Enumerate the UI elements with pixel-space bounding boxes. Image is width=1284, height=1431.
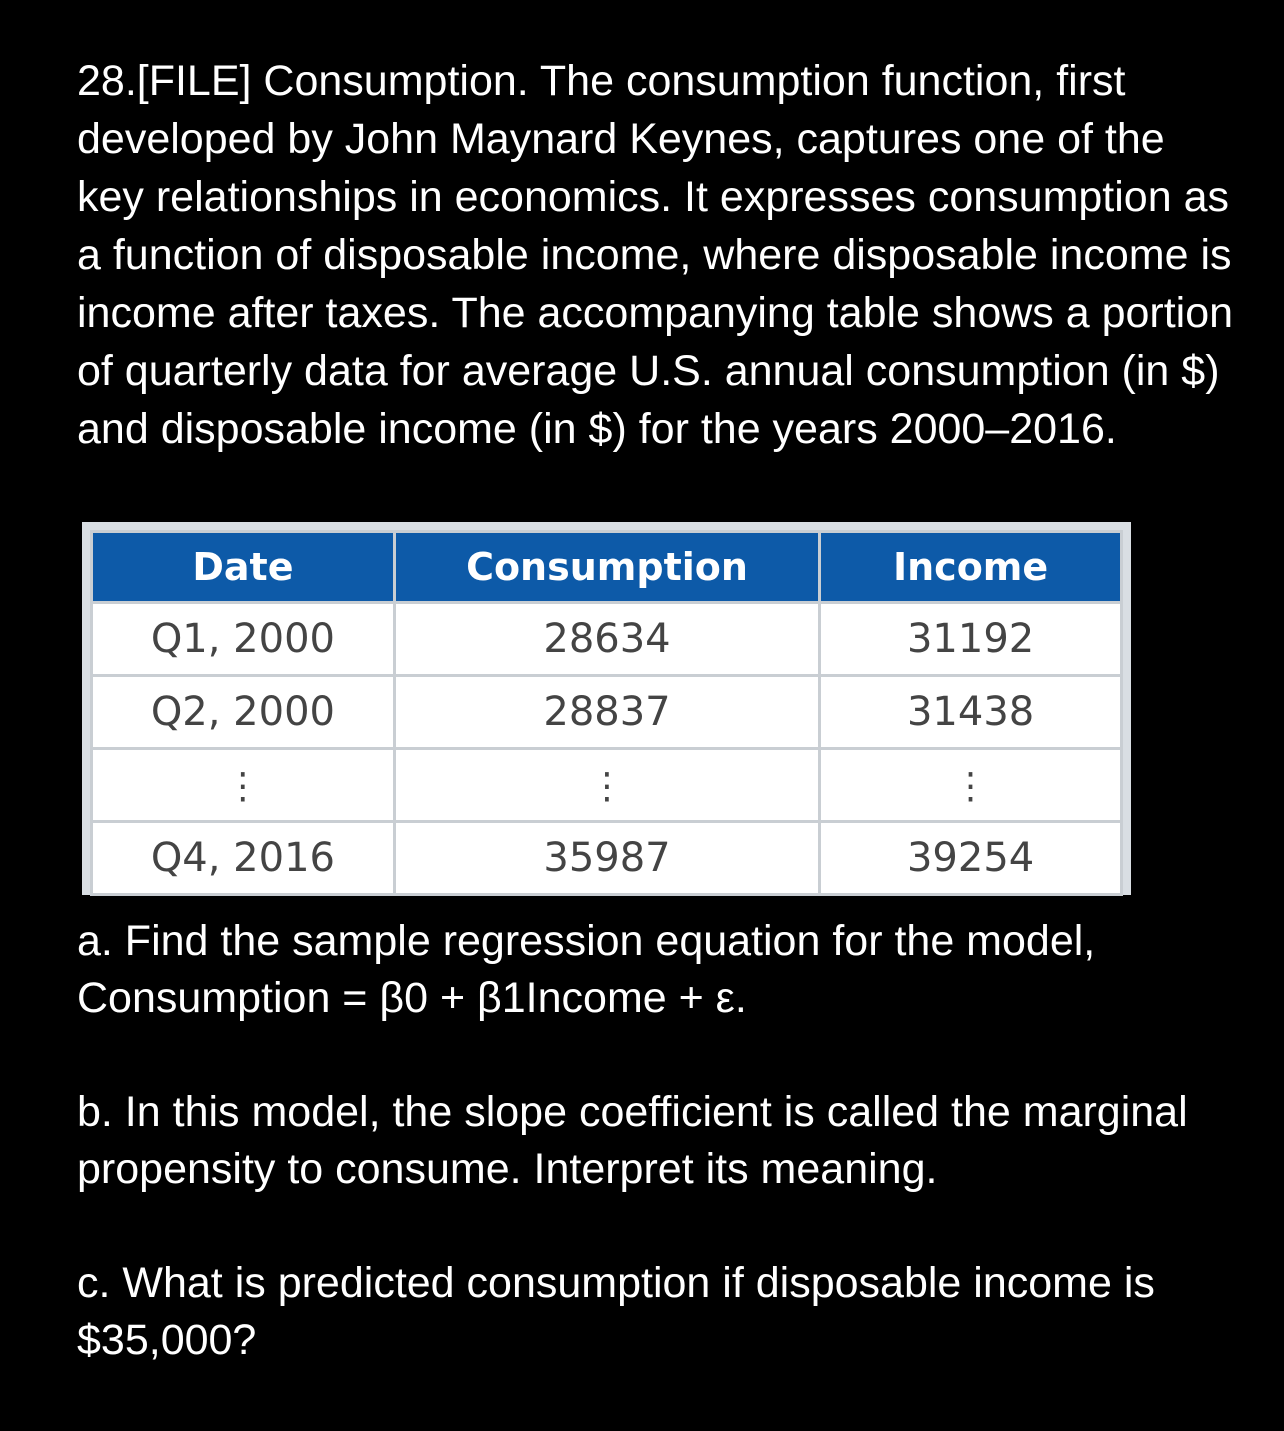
vertical-ellipsis-icon: ⋮ xyxy=(589,766,625,807)
cell-income: 39254 xyxy=(820,822,1122,895)
header-date: Date xyxy=(92,532,395,603)
cell-consumption: 28634 xyxy=(394,603,819,676)
cell-consumption: 35987 xyxy=(394,822,819,895)
cell-income-ellipsis xyxy=(820,749,1122,822)
data-table-frame xyxy=(82,522,1131,895)
question-a-line2: Consumption = β0 + β1Income + ε. xyxy=(77,974,747,1022)
header-income: Income xyxy=(820,532,1122,603)
cell-income: 31192 xyxy=(820,603,1122,676)
question-c: c. What is predicted consumption if disposable income is $35,000? xyxy=(77,1259,1155,1364)
cell-income: 31438 xyxy=(820,676,1122,749)
cell-date-ellipsis xyxy=(92,749,395,822)
cell-consumption-ellipsis xyxy=(394,749,819,822)
table-row xyxy=(92,822,1122,895)
vertical-ellipsis-icon: ⋮ xyxy=(952,766,989,807)
question-b: b. In this model, the slope coefficient is called the marginal propensity to consume. Interpret its meaning. xyxy=(77,1088,1188,1193)
header-consumption: Consumption xyxy=(394,532,819,603)
table-row-ellipsis xyxy=(92,749,1122,822)
table-header-row xyxy=(92,532,1122,603)
cell-date: Q4, 2016 xyxy=(92,822,395,895)
table-row xyxy=(92,603,1122,676)
cell-date: Q1, 2000 xyxy=(92,603,395,676)
problem-statement: 28.[FILE] Consumption. The consumption function, first developed by John Maynard Keynes, captures one of the key relationships in economics. It expresses consumption as a function of disposable income, where disposable income is income after taxes. The accompanying table shows a portion of quarterly data for average U.S. annual consumption (in $) and disposable income (in $) for the years 2000–2016. xyxy=(77,57,1234,453)
question-a-line1: a. Find the sample regression equation for the model, xyxy=(77,917,1096,965)
consumption-income-table xyxy=(90,530,1123,896)
table-row xyxy=(92,676,1122,749)
cell-date: Q2, 2000 xyxy=(92,676,395,749)
cell-consumption: 28837 xyxy=(394,676,819,749)
questions-section xyxy=(77,913,1237,1369)
vertical-ellipsis-icon: ⋮ xyxy=(224,766,261,807)
